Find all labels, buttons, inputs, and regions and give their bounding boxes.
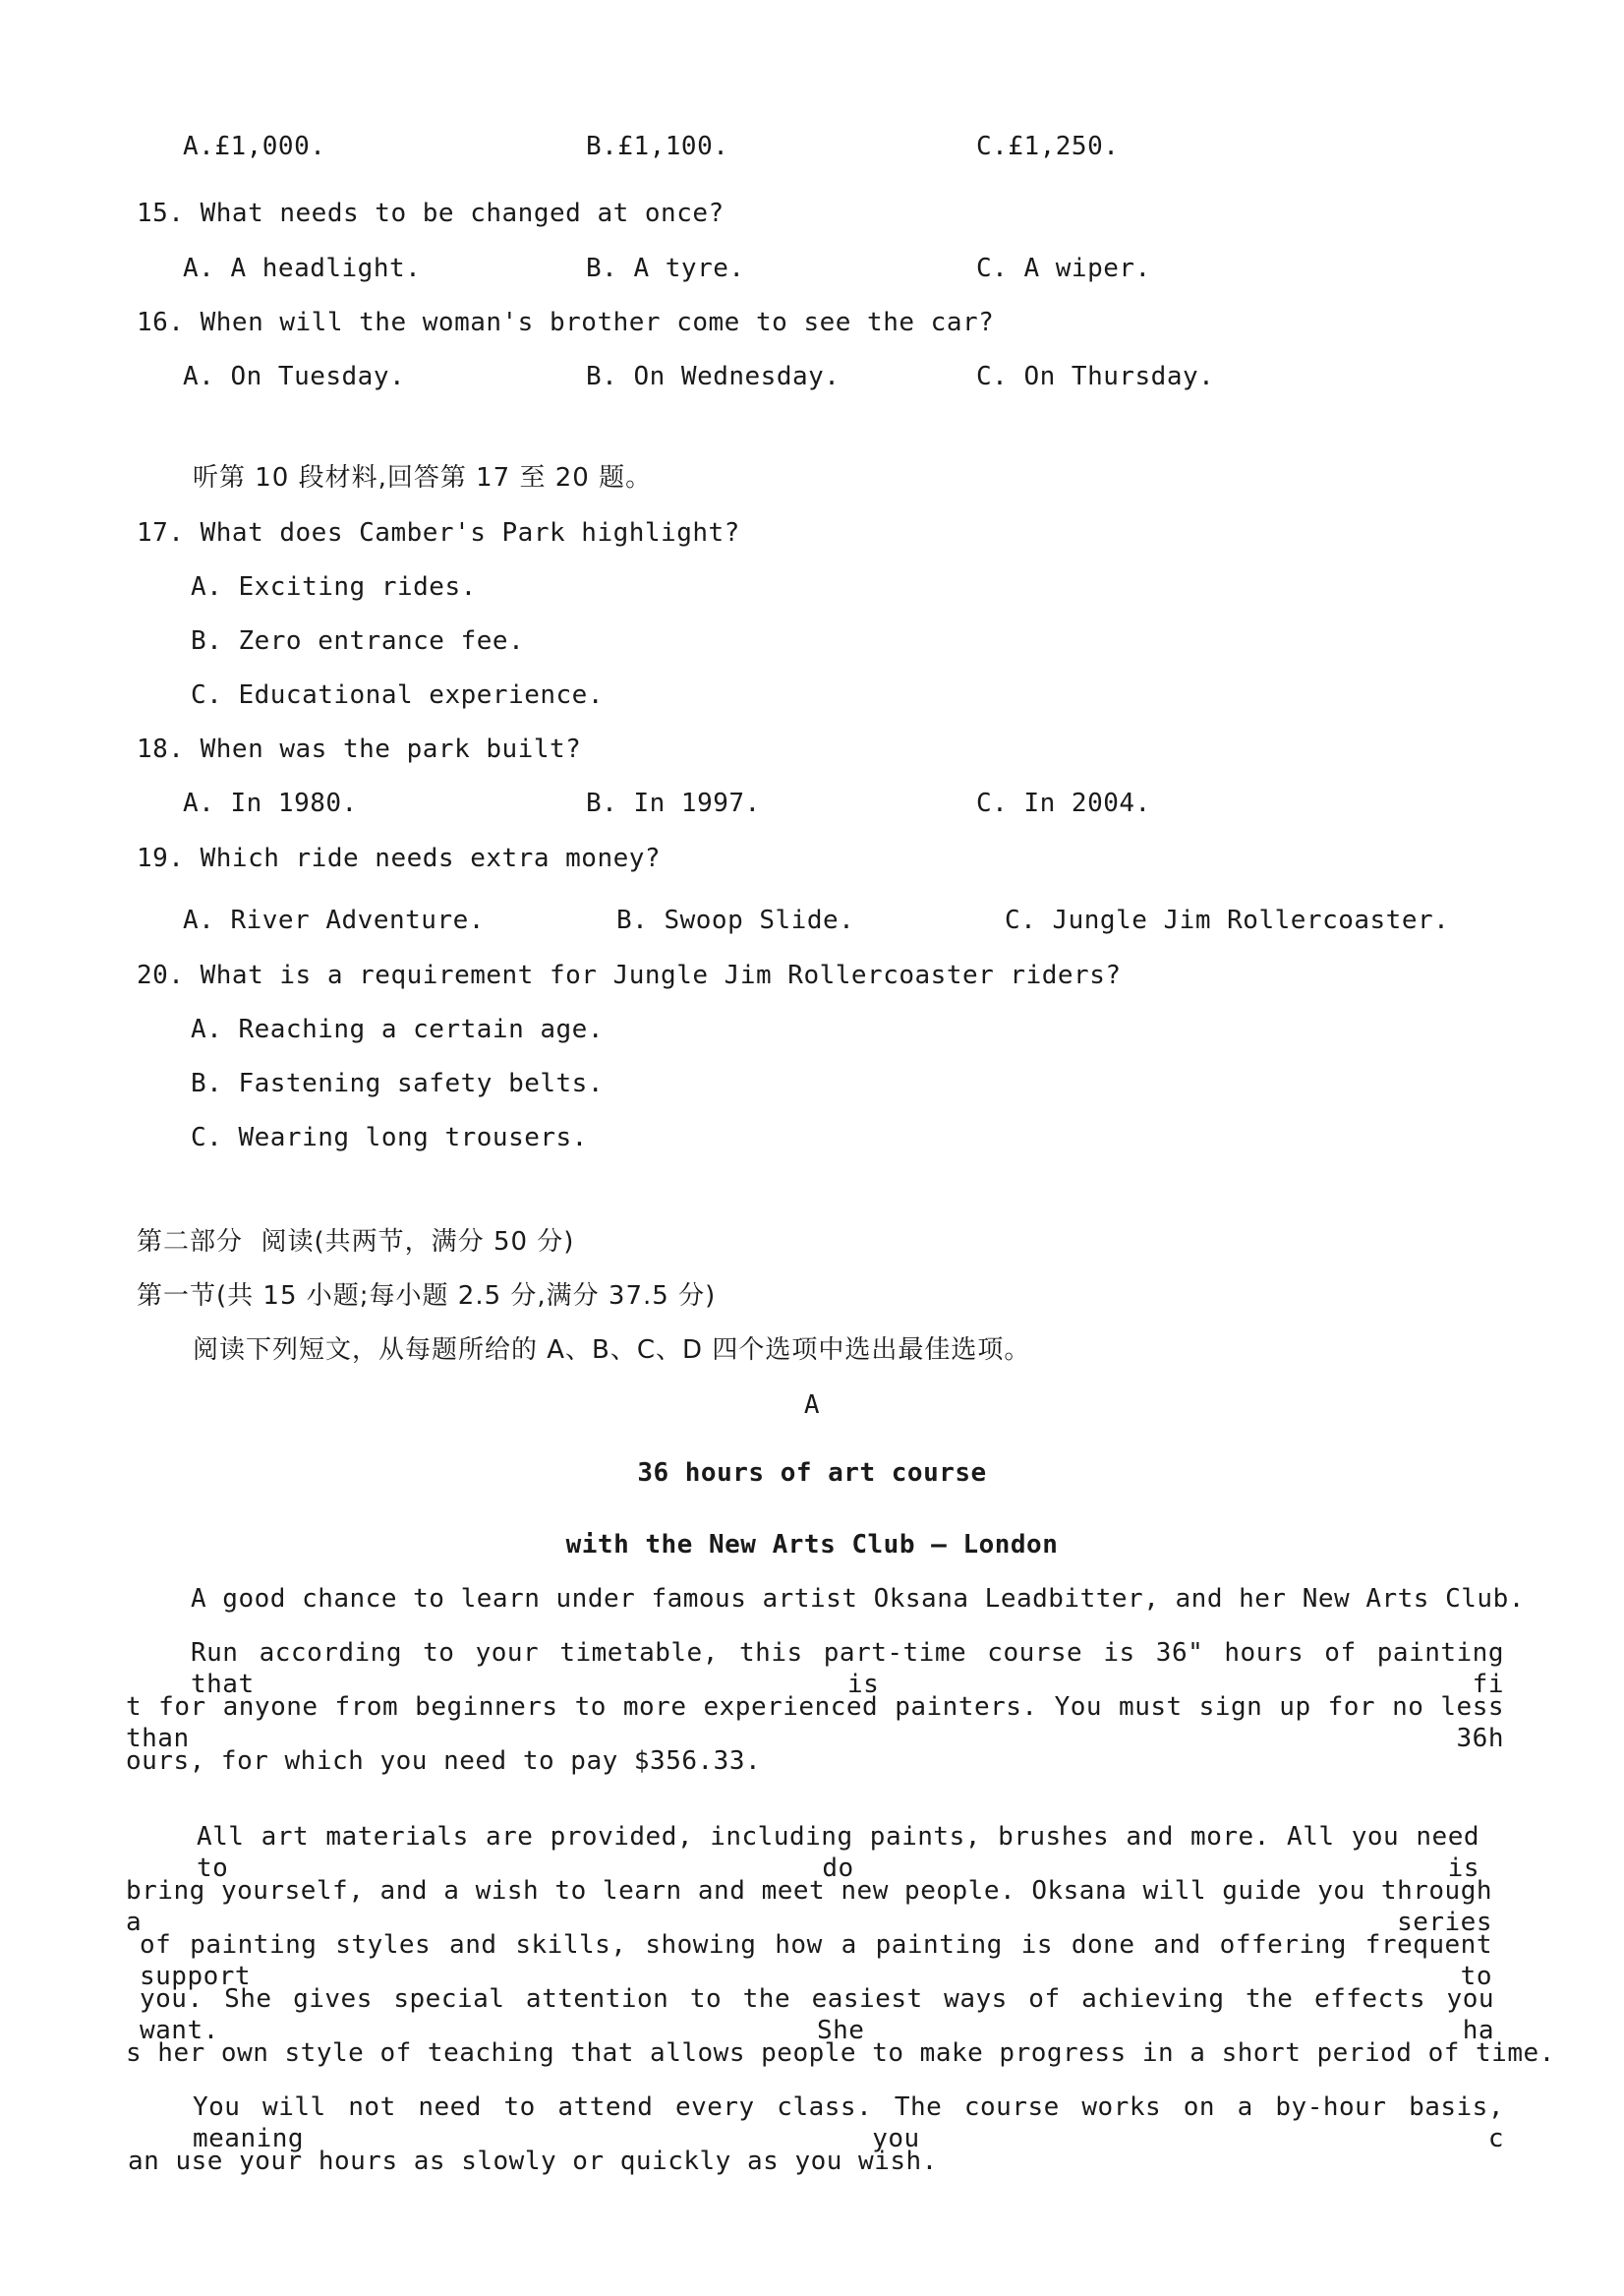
passage-paragraph-2-line-1: Run according to your timetable, this part-time course is 36" hours of painting that is fi bbox=[191, 1638, 1504, 1699]
q14-option-b: B.£1,100. bbox=[586, 132, 729, 161]
q20-option-b: B. Fastening safety belts. bbox=[191, 1069, 604, 1098]
q15-option-a: A. A headlight. bbox=[183, 254, 422, 283]
q17-option-a: A. Exciting rides. bbox=[191, 572, 477, 602]
part2-section1-heading: 第一节(共 15 小题;每小题 2.5 分,满分 37.5 分) bbox=[137, 1281, 717, 1311]
passage-subtitle: with the New Arts Club — London bbox=[565, 1530, 1059, 1560]
passage-paragraph-1: A good chance to learn under famous artist Oksana Leadbitter, and her New Arts Club. bbox=[191, 1584, 1525, 1614]
q19-option-b: B. Swoop Slide. bbox=[616, 906, 855, 935]
q15-option-c: C. A wiper. bbox=[976, 254, 1151, 283]
passage-paragraph-2-line-3: ours, for which you need to pay $356.33. bbox=[126, 1746, 762, 1776]
q16-option-c: C. On Thursday. bbox=[976, 362, 1215, 391]
q16-question: 16. When will the woman's brother come to see the car? bbox=[137, 308, 995, 337]
part2-instruction: 阅读下列短文，从每题所给的 A、B、C、D 四个选项中选出最佳选项。 bbox=[193, 1335, 1031, 1365]
q18-option-c: C. In 2004. bbox=[976, 789, 1151, 818]
q20-question: 20. What is a requirement for Jungle Jim Rollercoaster riders? bbox=[137, 961, 1122, 990]
q16-option-b: B. On Wednesday. bbox=[586, 362, 841, 391]
passage-paragraph-2-line-2: t for anyone from beginners to more experienced painters. You must sign up for no less than 36h bbox=[126, 1692, 1504, 1753]
q20-option-c: C. Wearing long trousers. bbox=[191, 1123, 588, 1152]
passage-letter: A bbox=[803, 1390, 821, 1420]
q18-option-a: A. In 1980. bbox=[183, 789, 358, 818]
q20-option-a: A. Reaching a certain age. bbox=[191, 1015, 604, 1044]
passage-paragraph-4-line-1: You will not need to attend every class. The course works on a by-hour basis, meaning you c bbox=[193, 2092, 1504, 2153]
q14-option-c: C.£1,250. bbox=[976, 132, 1120, 161]
q17-question: 17. What does Camber's Park highlight? bbox=[137, 518, 740, 548]
q19-question: 19. Which ride needs extra money? bbox=[137, 844, 662, 873]
passage-paragraph-3-line-1: All art materials are provided, including paints, brushes and more. All you need to do is bbox=[197, 1822, 1479, 1883]
passage-paragraph-3-line-4: you. She gives special attention to the easiest ways of achieving the effects you want. She ha bbox=[140, 1984, 1494, 2045]
q17-option-b: B. Zero entrance fee. bbox=[191, 626, 525, 656]
q19-option-a: A. River Adventure. bbox=[183, 906, 485, 935]
q18-question: 18. When was the park built? bbox=[137, 735, 582, 764]
q16-option-a: A. On Tuesday. bbox=[183, 362, 406, 391]
q19-option-c: C. Jungle Jim Rollercoaster. bbox=[1005, 906, 1450, 935]
q15-option-b: B. A tyre. bbox=[586, 254, 745, 283]
passage-paragraph-3-line-2: bring yourself, and a wish to learn and meet new people. Oksana will guide you through a series bbox=[126, 1876, 1492, 1937]
q18-option-b: B. In 1997. bbox=[586, 789, 761, 818]
part2-heading: 第二部分 阅读(共两节，满分 50 分) bbox=[137, 1227, 575, 1257]
passage-paragraph-3-line-3: of painting styles and skills, showing how a painting is done and offering frequent support to bbox=[140, 1930, 1492, 1991]
q15-question: 15. What needs to be changed at once? bbox=[137, 199, 725, 228]
q17-option-c: C. Educational experience. bbox=[191, 680, 604, 710]
passage-paragraph-4-line-2: an use your hours as slowly or quickly as you wish. bbox=[128, 2147, 938, 2176]
section10-instruction: 听第 10 段材料,回答第 17 至 20 题。 bbox=[193, 463, 653, 493]
passage-title: 36 hours of art course bbox=[637, 1458, 987, 1488]
passage-paragraph-3-line-5: s her own style of teaching that allows people to make progress in a short period of time. bbox=[126, 2038, 1555, 2068]
q14-option-a: A.£1,000. bbox=[183, 132, 326, 161]
